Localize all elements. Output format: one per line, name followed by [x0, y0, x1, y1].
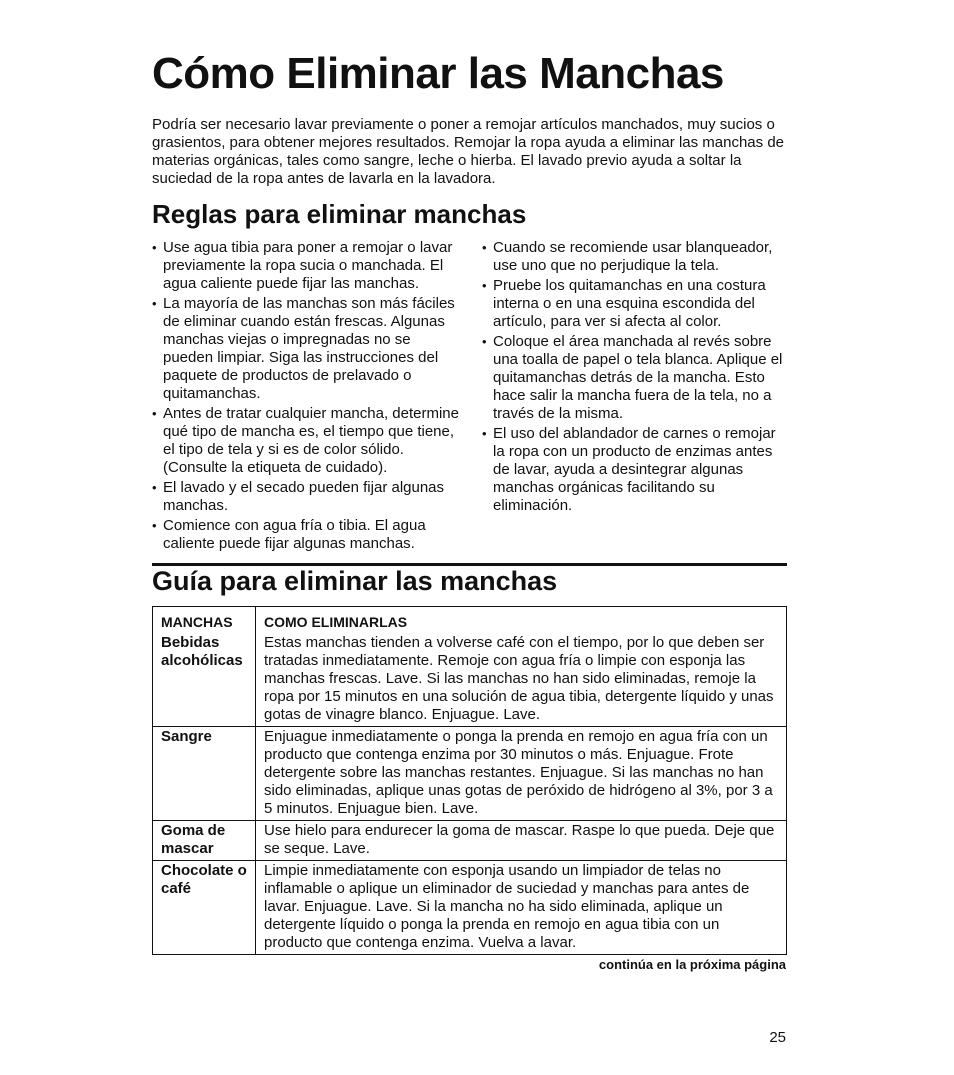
stain-method: Enjuague inmediatamente o ponga la prenda en remojo en agua fría con un producto que contenga enzima por 30 minutos o más. Enjuague. Frote detergente sobre las manchas restantes. Enjuague. Si las manchas no han sido eliminadas, aplique unas gotas de peróxido de hidrógeno al 3%, por 3 a 5 minutos. Enjuague bien. Lave.	[256, 727, 787, 821]
continued-note: continúa en la próxima página	[598, 957, 786, 972]
stain-name: Chocolate o café	[153, 861, 256, 955]
intro-paragraph: Podría ser necesario lavar previamente o poner a remojar artículos manchados, muy sucios o grasientos, para obtener mejores resultados. Remojar la ropa ayuda a eliminar las manchas de materias orgánicas, tales como sangre, leche o hierba. El lavado previo ayuda a soltar la suciedad de la ropa antes de lavarla en la lavadora.	[152, 116, 784, 187]
rule-item: • Use agua tibia para poner a remojar o lavar previamente la ropa sucia o manchada. El agua caliente puede fijar las manchas.	[152, 239, 464, 293]
rule-item: • Comience con agua fría o tibia. El agua caliente puede fijar algunas manchas.	[152, 517, 464, 553]
table-row	[153, 633, 787, 727]
column-header-method: COMO ELIMINARLAS	[256, 607, 787, 634]
column-header-stains: MANCHAS	[153, 607, 256, 634]
rule-item: • Cuando se recomiende usar blanqueador, use uno que no perjudique la tela.	[482, 239, 788, 275]
rules-left-list	[152, 239, 464, 555]
rule-item: • El lavado y el secado pueden fijar algunas manchas.	[152, 479, 464, 515]
rule-item: • Pruebe los quitamanchas en una costura interna o en una esquina escondida del artículo, para ver si afecta al color.	[482, 277, 788, 331]
table-header-row	[153, 607, 787, 634]
stain-guide-table	[152, 606, 787, 955]
table-row	[153, 821, 787, 861]
page-number: 25	[769, 1029, 786, 1046]
page-title: Cómo Eliminar las Manchas	[152, 49, 724, 98]
rules-heading: Reglas para eliminar manchas	[152, 199, 527, 229]
stain-name: Bebidas alcohólicas	[153, 633, 256, 727]
rule-item: • El uso del ablandador de carnes o remojar la ropa con un producto de enzimas antes de lavar, ayuda a desintegrar algunas manchas orgánicas facilitando su eliminación.	[482, 425, 788, 515]
stain-method: Estas manchas tienden a volverse café con el tiempo, por lo que deben ser tratadas inmediatamente. Remoje con agua fría o limpie con esponja las manchas frescas. Lave. Si las manchas no han sido eliminadas, remoje la ropa por 15 minutos en una solución de agua tibia, detergente líquido y unas gotas de vinagre blanco. Enjuague. Lave.	[256, 633, 787, 727]
stain-method: Use hielo para endurecer la goma de mascar. Raspe lo que pueda. Deje que se seque. Lave.	[256, 821, 787, 861]
rules-right-list	[482, 239, 788, 517]
rule-item: • Antes de tratar cualquier mancha, determine qué tipo de mancha es, el tiempo que tiene, el tipo de tela y si es de color sólido. (Consulte la etiqueta de cuidado).	[152, 405, 464, 477]
stain-name: Sangre	[153, 727, 256, 821]
rule-item: • La mayoría de las manchas son más fáciles de eliminar cuando están frescas. Algunas manchas viejas o impregnadas no se pueden limpiar. Siga las instrucciones del paquete de productos de prelavado o quitamanchas.	[152, 295, 464, 403]
rule-item: • Coloque el área manchada al revés sobre una toalla de papel o tela blanca. Aplique el quitamanchas detrás de la mancha. Esto hace salir la mancha fuera de la tela, no a través de la misma.	[482, 333, 788, 423]
table-row	[153, 727, 787, 821]
guide-heading: Guía para eliminar las manchas	[152, 566, 558, 596]
table-row	[153, 861, 787, 955]
stain-method: Limpie inmediatamente con esponja usando un limpiador de telas no inflamable o aplique un eliminador de suciedad y manchas para antes de lavar. Enjuague. Lave. Si la mancha no ha sido eliminada, aplique un detergente líquido o ponga la prenda en remojo en agua tibia con un producto que contenga enzima. Vuelva a lavar.	[256, 861, 787, 955]
stain-name: Goma de mascar	[153, 821, 256, 861]
